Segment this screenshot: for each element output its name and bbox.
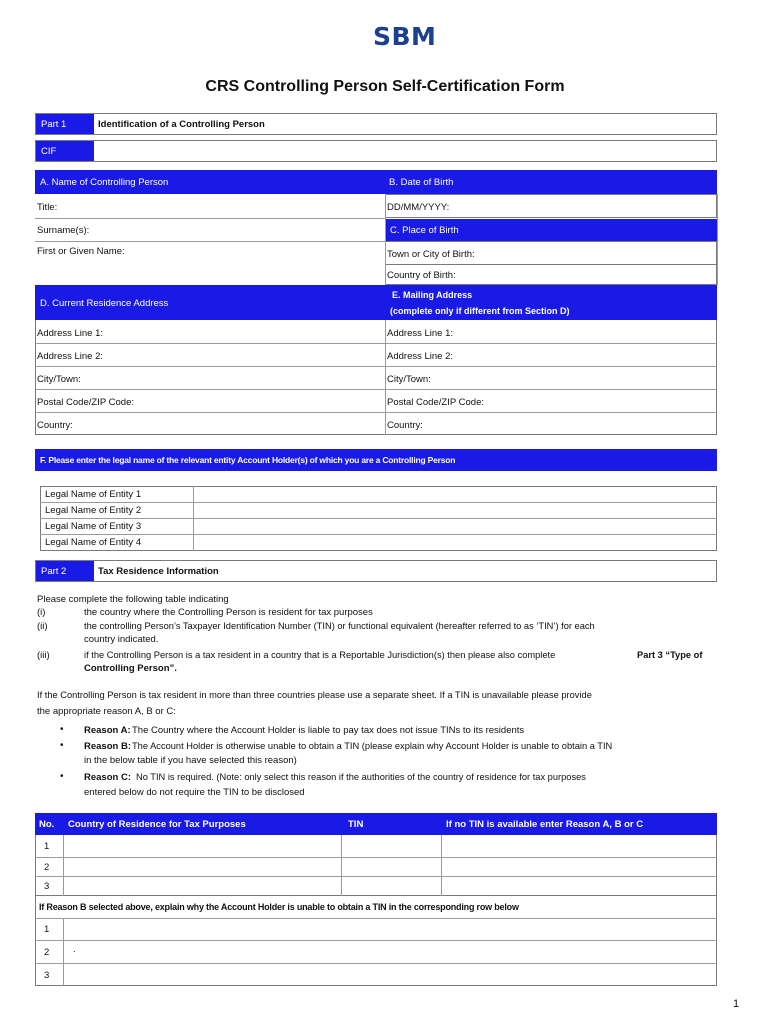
section-e-heading: E. Mailing Address (392, 290, 473, 300)
reason-text-cont: in the below table if you have selected this reason) (84, 755, 297, 766)
title-label: Title: (37, 202, 58, 213)
item-text-bold: Part 3 “Type of (637, 650, 703, 660)
tax-header-reason: If no TIN is available enter Reason A, B or C (446, 819, 644, 830)
instructions-intro: Please complete the following table indicating (37, 594, 229, 605)
form-title: CRS Controlling Person Self-Certification Form (205, 78, 565, 95)
e-address-line1: Address Line 1: (387, 328, 454, 339)
town-label: Town or City of Birth: (387, 249, 475, 260)
tax-row-number: 2 (44, 862, 50, 873)
d-address-line1: Address Line 1: (37, 328, 104, 339)
tax-header-country: Country of Residence for Tax Purposes (68, 819, 246, 830)
item-text-cont-bold: Controlling Person”. (84, 663, 177, 674)
d-country: Country: (37, 420, 73, 431)
page-number: 1 (733, 998, 740, 1010)
reason-text: The Account Holder is otherwise unable to obtain a TIN (please explain why Account Holder is unable to obtain a TIN (132, 741, 613, 751)
entity-label: Legal Name of Entity 1 (45, 489, 142, 500)
item-text: the country where the Controlling Person is resident for tax purposes (84, 607, 373, 618)
first-name-label: First or Given Name: (37, 246, 125, 257)
reason-b-heading: If Reason B selected above, explain why the Account Holder is unable to obtain a TIN in the corresponding row below (39, 902, 519, 912)
reason-b-dot: . (73, 944, 76, 955)
reason-b-row-number: 3 (44, 970, 50, 981)
reason-text: The Country where the Account Holder is liable to pay tax does not issue TINs to its residents (132, 725, 525, 736)
section-f-heading: F. Please enter the legal name of the relevant entity Account Holder(s) of which you are a Controlling Person (40, 455, 456, 465)
entity-label: Legal Name of Entity 2 (45, 505, 142, 516)
reason-label: Reason C: (84, 772, 131, 783)
reason-b-row-number: 2 (44, 947, 50, 958)
tax-row-number: 3 (44, 881, 50, 892)
note-line1: If the Controlling Person is tax resident in more than three countries please use a separate sheet. If a TIN is unavailable please provide (37, 690, 592, 700)
entity-label: Legal Name of Entity 4 (45, 537, 142, 548)
item-text: the controlling Person’s Taxpayer Identification Number (TIN) or functional equivalent (hereafter referred to as ‘TIN’) for each (84, 621, 595, 631)
cif-label: CIF (41, 146, 57, 157)
e-city: City/Town: (387, 374, 431, 385)
cif-row (35, 140, 717, 162)
section-b-heading: B. Date of Birth (389, 177, 454, 188)
item-num: (iii) (37, 650, 50, 661)
item-num: (i) (37, 607, 46, 618)
part1-label: Part 1 (41, 119, 67, 130)
d-postal: Postal Code/ZIP Code: (37, 397, 134, 408)
e-country: Country: (387, 420, 423, 431)
reason-label: Reason B: (84, 741, 131, 752)
bullet-icon: • (60, 771, 64, 782)
sbm-logo: SBM (373, 22, 437, 51)
dob-label: DD/MM/YYYY: (387, 202, 450, 213)
reason-label: Reason A: (84, 725, 131, 736)
bullet-icon: • (60, 740, 64, 751)
tax-header-tin: TIN (348, 819, 364, 830)
d-city: City/Town: (37, 374, 81, 385)
section-c-heading: C. Place of Birth (390, 225, 459, 236)
item-num: (ii) (37, 621, 48, 632)
e-postal: Postal Code/ZIP Code: (387, 397, 484, 408)
section-d-heading: D. Current Residence Address (40, 298, 169, 309)
cif-input[interactable] (95, 141, 715, 161)
section-a-heading: A. Name of Controlling Person (40, 177, 169, 188)
surname-label: Surname(s): (37, 225, 90, 236)
part2-row (35, 560, 717, 582)
d-address-line2: Address Line 2: (37, 351, 104, 362)
part2-heading: Tax Residence Information (98, 566, 219, 577)
part1-row (35, 113, 717, 135)
e-address-line2: Address Line 2: (387, 351, 454, 362)
item-text-cont: country indicated. (84, 634, 159, 645)
note-line2: the appropriate reason A, B or C: (37, 706, 176, 717)
reason-text-cont: entered below do not require the TIN to be disclosed (84, 787, 305, 798)
item-text: if the Controlling Person is a tax resident in a country that is a Reportable Jurisdiction(s) then please also complete (84, 650, 556, 660)
section-e-subheading: (complete only if different from Section D) (390, 306, 570, 316)
bullet-icon: • (60, 724, 64, 735)
part2-label: Part 2 (41, 566, 67, 577)
country-birth-label: Country of Birth: (387, 270, 456, 281)
tax-header-no: No. (39, 819, 55, 830)
reason-b-row-number: 1 (44, 924, 50, 935)
reason-text: No TIN is required. (Note: only select this reason if the authorities of the country of residence for tax purposes (136, 772, 586, 782)
address-grid (35, 320, 717, 435)
tax-table-body (35, 835, 717, 896)
entity-label: Legal Name of Entity 3 (45, 521, 142, 532)
tax-row-number: 1 (44, 841, 50, 852)
part1-heading: Identification of a Controlling Person (98, 119, 265, 130)
